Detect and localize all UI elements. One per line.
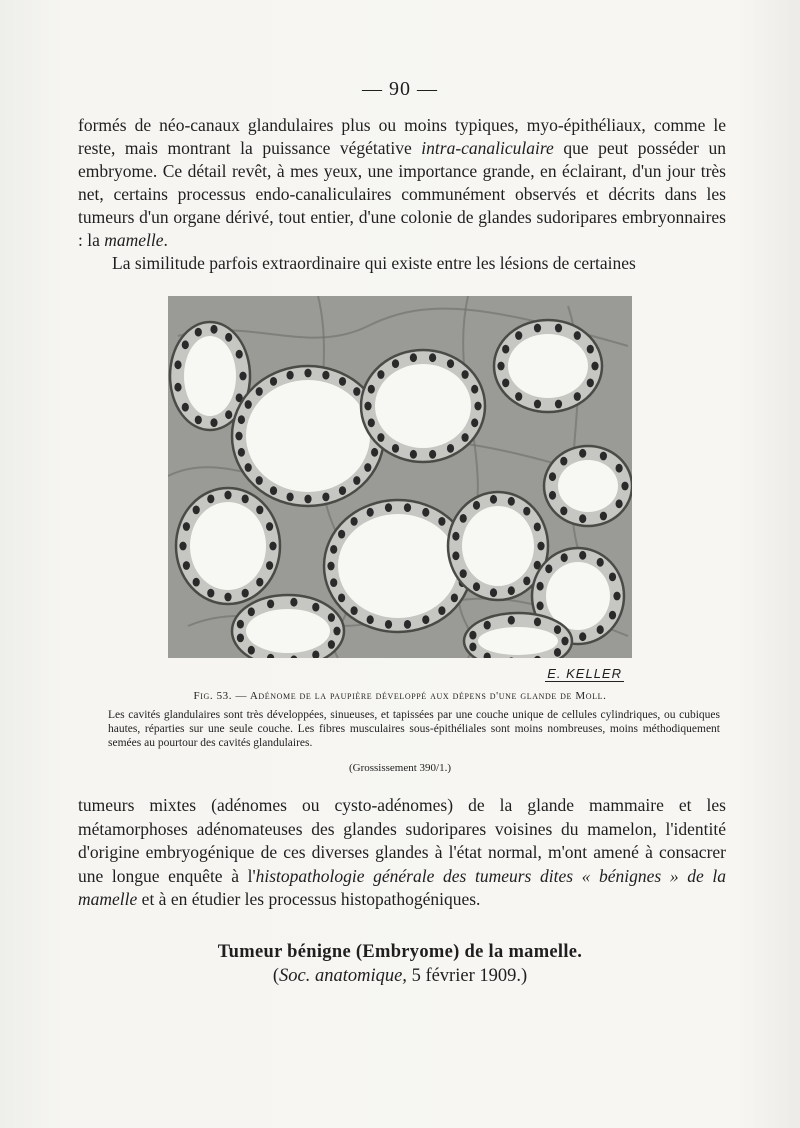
cell-nucleus bbox=[545, 564, 552, 573]
cell-nucleus bbox=[338, 594, 345, 603]
cell-nucleus bbox=[333, 627, 340, 636]
cell-nucleus bbox=[508, 586, 515, 595]
cell-nucleus bbox=[207, 495, 214, 504]
cell-nucleus bbox=[609, 573, 616, 582]
paragraph-2 bbox=[78, 794, 726, 912]
cell-nucleus bbox=[587, 379, 594, 388]
cell-nucleus bbox=[469, 631, 476, 640]
cell-nucleus bbox=[523, 507, 530, 516]
page-number: — 90 — bbox=[362, 78, 438, 100]
histology-figure bbox=[168, 296, 632, 684]
cell-nucleus bbox=[210, 325, 217, 334]
gland-lumen bbox=[462, 506, 534, 586]
cell-nucleus bbox=[471, 418, 478, 427]
cell-nucleus bbox=[237, 634, 244, 643]
cell-nucleus bbox=[579, 449, 586, 458]
cell-nucleus bbox=[429, 450, 436, 459]
cell-nucleus bbox=[484, 621, 491, 630]
section-reference bbox=[0, 966, 800, 987]
cell-nucleus bbox=[224, 593, 231, 602]
cell-nucleus bbox=[269, 542, 276, 551]
cell-nucleus bbox=[554, 648, 561, 657]
cell-nucleus bbox=[235, 432, 242, 441]
cell-nucleus bbox=[195, 328, 202, 337]
cell-nucleus bbox=[554, 625, 561, 634]
cell-nucleus bbox=[508, 616, 515, 625]
section-heading: Tumeur bénigne (Embryome) de la mamelle. bbox=[217, 942, 583, 962]
cell-nucleus bbox=[560, 457, 567, 466]
cell-nucleus bbox=[353, 387, 360, 396]
cell-nucleus bbox=[579, 514, 586, 523]
cell-nucleus bbox=[561, 553, 568, 562]
cell-nucleus bbox=[195, 416, 202, 425]
cell-nucleus bbox=[385, 620, 392, 629]
cell-nucleus bbox=[460, 569, 467, 578]
cell-nucleus bbox=[224, 491, 231, 500]
cell-nucleus bbox=[328, 640, 335, 649]
cell-nucleus bbox=[490, 588, 497, 597]
cell-nucleus bbox=[312, 603, 319, 612]
cell-nucleus bbox=[404, 620, 411, 629]
cell-nucleus bbox=[377, 433, 384, 442]
cell-nucleus bbox=[537, 582, 544, 591]
cell-nucleus bbox=[473, 501, 480, 510]
paragraph-2-italic: histopathologie générale des tumeurs dites « bénignes » de la mamelle bbox=[78, 865, 727, 909]
cell-nucleus bbox=[613, 592, 620, 601]
cell-nucleus bbox=[537, 601, 544, 610]
glandular-cavity bbox=[232, 366, 384, 506]
cell-nucleus bbox=[330, 545, 337, 554]
cell-nucleus bbox=[322, 493, 329, 502]
cell-nucleus bbox=[183, 522, 190, 531]
cell-nucleus bbox=[515, 392, 522, 401]
glandular-cavity bbox=[494, 320, 602, 412]
cell-nucleus bbox=[600, 452, 607, 461]
cell-nucleus bbox=[609, 611, 616, 620]
cell-nucleus bbox=[549, 491, 556, 500]
cell-nucleus bbox=[616, 464, 623, 473]
figure-caption-title: Fig. 53. — Adénome de la paupière développé aux dépens d'une glande de Moll. bbox=[193, 690, 607, 702]
cell-nucleus bbox=[597, 558, 604, 567]
paragraph-1-end: . bbox=[163, 230, 168, 250]
section-reference-date: 5 février 1909.) bbox=[406, 966, 528, 986]
gland-lumen bbox=[184, 336, 236, 416]
glandular-cavity bbox=[176, 488, 280, 604]
gland-lumen bbox=[478, 627, 558, 655]
glandular-cavity bbox=[544, 446, 632, 526]
glandular-cavity bbox=[324, 500, 472, 632]
cell-nucleus bbox=[422, 615, 429, 624]
cell-nucleus bbox=[497, 362, 504, 371]
cell-nucleus bbox=[574, 331, 581, 340]
cell-nucleus bbox=[447, 359, 454, 368]
cell-nucleus bbox=[330, 578, 337, 587]
cell-nucleus bbox=[597, 625, 604, 634]
cell-nucleus bbox=[193, 578, 200, 587]
cell-nucleus bbox=[207, 589, 214, 598]
section-reference-journal: Soc. anatomique, bbox=[279, 966, 407, 986]
cell-nucleus bbox=[561, 637, 568, 646]
cell-nucleus bbox=[534, 618, 541, 627]
gland-lumen bbox=[508, 334, 588, 398]
cell-nucleus bbox=[364, 402, 371, 411]
cell-nucleus bbox=[591, 362, 598, 371]
cell-nucleus bbox=[438, 606, 445, 615]
paragraph-1-italic-a: intra-canaliculaire bbox=[421, 138, 554, 158]
paragraph-2-text bbox=[78, 794, 726, 912]
cell-nucleus bbox=[242, 589, 249, 598]
cell-nucleus bbox=[404, 503, 411, 512]
cell-nucleus bbox=[183, 561, 190, 570]
cell-nucleus bbox=[502, 379, 509, 388]
cell-nucleus bbox=[534, 400, 541, 409]
gland-lumen bbox=[246, 609, 330, 653]
paragraph-1 bbox=[78, 114, 726, 275]
cell-nucleus bbox=[368, 385, 375, 394]
cell-nucleus bbox=[304, 495, 311, 504]
cell-nucleus bbox=[266, 522, 273, 531]
cell-nucleus bbox=[338, 530, 345, 539]
artist-signature: E. KELLER bbox=[547, 666, 622, 681]
cell-nucleus bbox=[574, 392, 581, 401]
cell-nucleus bbox=[256, 578, 263, 587]
cell-nucleus bbox=[174, 383, 181, 392]
cell-nucleus bbox=[579, 551, 586, 560]
paragraph-2-run-a: tumeurs mixtes (adénomes ou cysto-adénomes) de la glande mammaire et les métamorphoses adénomateuses des glandes sudoripares voisines du mamelon, l'identité d'origine embryogénique de ces diverses glandes à l'état normal, m'ont amené à consacrer une longue enquête à l' bbox=[78, 795, 726, 886]
cell-nucleus bbox=[287, 493, 294, 502]
paragraph-2-run-b: et à en étudier les processus histopathogéniques. bbox=[137, 889, 481, 909]
section-reference-open: ( bbox=[272, 966, 279, 986]
glandular-cavity bbox=[361, 350, 485, 462]
cell-nucleus bbox=[304, 369, 311, 378]
cell-nucleus bbox=[600, 512, 607, 521]
cell-nucleus bbox=[555, 400, 562, 409]
cell-nucleus bbox=[451, 594, 458, 603]
cell-nucleus bbox=[508, 497, 515, 506]
cell-nucleus bbox=[447, 444, 454, 453]
cell-nucleus bbox=[242, 495, 249, 504]
cell-nucleus bbox=[534, 324, 541, 333]
cell-nucleus bbox=[621, 482, 628, 491]
cell-nucleus bbox=[515, 331, 522, 340]
cell-nucleus bbox=[339, 377, 346, 386]
cell-nucleus bbox=[587, 345, 594, 354]
gland-lumen bbox=[375, 364, 471, 448]
cell-nucleus bbox=[256, 476, 263, 485]
cell-nucleus bbox=[351, 517, 358, 526]
cell-nucleus bbox=[270, 377, 277, 386]
cell-nucleus bbox=[549, 472, 556, 481]
cell-nucleus bbox=[266, 561, 273, 570]
cell-nucleus bbox=[339, 486, 346, 495]
cell-nucleus bbox=[579, 632, 586, 641]
paragraph-1-italic-b: mamelle bbox=[104, 230, 164, 250]
cell-nucleus bbox=[364, 463, 371, 472]
cell-nucleus bbox=[193, 506, 200, 515]
paragraph-1-text bbox=[78, 114, 726, 252]
cell-nucleus bbox=[351, 606, 358, 615]
cell-nucleus bbox=[267, 600, 274, 609]
gland-lumen bbox=[338, 514, 458, 618]
cell-nucleus bbox=[452, 532, 459, 541]
cell-nucleus bbox=[248, 607, 255, 616]
cell-nucleus bbox=[182, 403, 189, 412]
cell-nucleus bbox=[410, 450, 417, 459]
glandular-cavity bbox=[464, 613, 572, 658]
cell-nucleus bbox=[473, 582, 480, 591]
cell-nucleus bbox=[560, 507, 567, 516]
cell-nucleus bbox=[371, 448, 378, 457]
cell-nucleus bbox=[368, 418, 375, 427]
figure-magnification: (Grossissement 390/1.) bbox=[348, 762, 452, 774]
cell-nucleus bbox=[367, 615, 374, 624]
cell-nucleus bbox=[237, 620, 244, 629]
paragraph-1-run-a: formés de néo-canaux glandulaires plus ou moins typiques, myo-épithéliaux, comme le reste, mais montrant la puissance végétative bbox=[78, 115, 726, 158]
glandular-cavity bbox=[232, 595, 344, 658]
paragraph-1-run-b: que peut posséder un embryome. Ce détail revêt, à mes yeux, une importance grande, en éclairant, d'un jour très net, certains processus endo-canaliculaires communément observés et décrits dans les tumeurs d'un organe dérivé, tout entier, d'une colonie de glandes sudoripares embryonnaires : la bbox=[78, 138, 726, 250]
cell-nucleus bbox=[474, 402, 481, 411]
gland-lumen bbox=[190, 502, 266, 590]
cell-nucleus bbox=[270, 486, 277, 495]
histology-illustration bbox=[168, 296, 632, 658]
gland-lumen bbox=[558, 460, 618, 512]
cell-nucleus bbox=[290, 598, 297, 607]
cell-nucleus bbox=[238, 448, 245, 457]
cell-nucleus bbox=[225, 410, 232, 419]
cell-nucleus bbox=[210, 418, 217, 427]
gland-lumen bbox=[246, 380, 370, 492]
cell-nucleus bbox=[452, 551, 459, 560]
cell-nucleus bbox=[460, 514, 467, 523]
cell-nucleus bbox=[245, 400, 252, 409]
cell-nucleus bbox=[469, 643, 476, 652]
paragraph-1-last-line: La similitude parfois extraordinaire qui existe entre les lésions de certaines bbox=[112, 253, 636, 273]
cell-nucleus bbox=[534, 523, 541, 532]
cell-nucleus bbox=[328, 613, 335, 622]
cell-nucleus bbox=[236, 350, 243, 359]
cell-nucleus bbox=[377, 370, 384, 379]
cell-nucleus bbox=[327, 562, 334, 571]
figure-caption-body bbox=[108, 708, 720, 750]
cell-nucleus bbox=[385, 503, 392, 512]
cell-nucleus bbox=[238, 415, 245, 424]
cell-nucleus bbox=[239, 372, 246, 381]
cell-nucleus bbox=[490, 495, 497, 504]
cell-nucleus bbox=[422, 508, 429, 517]
cell-nucleus bbox=[256, 387, 263, 396]
cell-nucleus bbox=[248, 646, 255, 655]
cell-nucleus bbox=[179, 542, 186, 551]
cell-nucleus bbox=[471, 385, 478, 394]
cell-nucleus bbox=[462, 433, 469, 442]
cell-nucleus bbox=[537, 542, 544, 551]
cell-nucleus bbox=[462, 370, 469, 379]
cell-nucleus bbox=[322, 371, 329, 380]
cell-nucleus bbox=[438, 517, 445, 526]
cell-nucleus bbox=[555, 324, 562, 333]
cell-nucleus bbox=[287, 371, 294, 380]
cell-nucleus bbox=[616, 499, 623, 508]
cell-nucleus bbox=[353, 476, 360, 485]
cell-nucleus bbox=[392, 359, 399, 368]
cell-nucleus bbox=[174, 360, 181, 369]
cell-nucleus bbox=[410, 353, 417, 362]
cell-nucleus bbox=[225, 333, 232, 342]
cell-nucleus bbox=[392, 444, 399, 453]
figure-caption-text: Les cavités glandulaires sont très développées, sinueuses, et tapissées par une couche unique de cellules cylindriques, ou cubiques hautes, réparties sur une seule couche. Les fibres musculaires sous-épithéliales sont moins nombreuses, moins méthodiquement semées au pourtour des cavités glandulaires. bbox=[108, 709, 720, 749]
cell-nucleus bbox=[245, 463, 252, 472]
cell-nucleus bbox=[523, 577, 530, 586]
cell-nucleus bbox=[256, 506, 263, 515]
cell-nucleus bbox=[367, 508, 374, 517]
cell-nucleus bbox=[502, 345, 509, 354]
cell-nucleus bbox=[429, 353, 436, 362]
cell-nucleus bbox=[182, 340, 189, 349]
